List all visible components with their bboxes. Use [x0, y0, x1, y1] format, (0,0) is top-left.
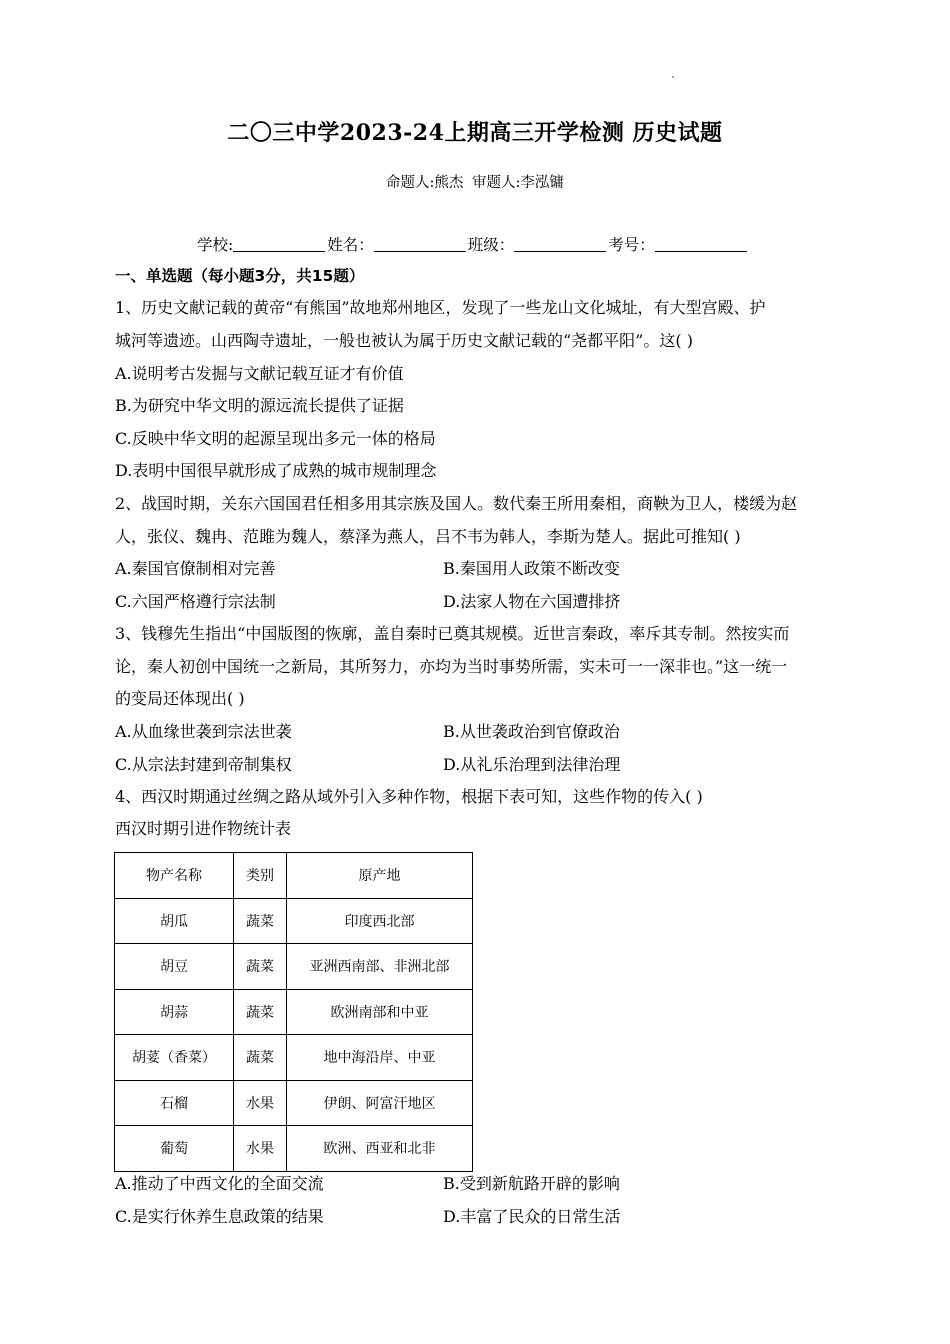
setter-label: 命题人:熊杰 [386, 175, 464, 191]
table-row [115, 989, 473, 1035]
page-speck [672, 76, 674, 78]
table-cell: 胡荽（香菜） [115, 1035, 234, 1081]
table-cell: 蔬菜 [234, 1035, 287, 1081]
question-4-option-a: A.推动了中西文化的全面交流 [115, 1174, 324, 1193]
table-header-cell: 物产名称 [115, 853, 234, 899]
question-2-option-a: A.秦国官僚制相对完善 [115, 559, 276, 578]
question-2-line-1: 2、战国时期，关东六国国君任相多用其宗族及国人。数代秦王所用秦相，商鞅为卫人，楼缓为赵 [115, 494, 798, 513]
table-cell: 蔬菜 [234, 989, 287, 1035]
question-4-option-d: D.丰富了民众的日常生活 [443, 1207, 621, 1226]
question-1-line-1: 1、历史文献记载的黄帝“有熊国”故地郑州地区，发现了一些龙山文化城址，有大型宫殿、护 [115, 298, 766, 317]
table-title: 西汉时期引进作物统计表 [115, 819, 292, 838]
table-header-row [115, 853, 473, 899]
exam-number-label: 考号： [608, 236, 655, 254]
table-cell: 水果 [234, 1080, 287, 1126]
question-3-line-3: 的变局还体现出( ) [115, 689, 245, 708]
name-field[interactable] [374, 235, 466, 252]
table-cell: 印度西北部 [287, 898, 473, 944]
table-cell: 地中海沿岸、中亚 [287, 1035, 473, 1081]
table-header-cell: 原产地 [287, 853, 473, 899]
question-4-option-b: B.受到新航路开辟的影响 [443, 1174, 620, 1193]
table-cell: 蔬菜 [234, 944, 287, 990]
table-cell: 欧洲南部和中亚 [287, 989, 473, 1035]
table-cell: 石榴 [115, 1080, 234, 1126]
table-cell: 蔬菜 [234, 898, 287, 944]
class-label: 班级： [467, 236, 515, 254]
question-3-option-a: A.从血缘世袭到宗法世袭 [115, 722, 292, 741]
table-row [115, 944, 473, 990]
table-cell: 胡豆 [115, 944, 234, 990]
table-row [115, 1126, 473, 1172]
table-row [115, 1080, 473, 1126]
crops-table [114, 852, 473, 1172]
table-cell: 伊朗、阿富汗地区 [287, 1080, 473, 1126]
table-cell: 胡瓜 [115, 898, 234, 944]
table-header-cell: 类别 [234, 853, 287, 899]
question-1-line-2: 城河等遗迹。山西陶寺遗址，一般也被认为属于历史文献记载的“尧都平阳”。这( ) [115, 331, 693, 350]
exam-title: 二〇三中学2023-24上期高三开学检测 历史试题 [227, 120, 723, 146]
question-2-line-2: 人，张仪、魏冉、范雎为魏人，蔡泽为燕人，吕不韦为韩人，李斯为楚人。据此可推知( ) [115, 527, 741, 546]
question-2-option-b: B.秦国用人政策不断改变 [443, 559, 620, 578]
name-label: 姓名： [327, 236, 374, 254]
question-3-line-1: 3、钱穆先生指出“中国版图的恢廓，盖自秦时已奠其规模。近世言秦政，率斥其专制。然按实而 [115, 624, 790, 643]
question-3-option-b: B.从世袭政治到官僚政治 [443, 722, 620, 741]
question-2-option-d: D.法家人物在六国遭排挤 [443, 592, 621, 611]
table-cell: 亚洲西南部、非洲北部 [287, 944, 473, 990]
table-cell: 欧洲、西亚和北非 [287, 1126, 473, 1172]
reviewer-label: 审题人:李泓镛 [472, 175, 564, 191]
section-heading: 一、单选题（每小题3分，共15题） [115, 267, 365, 285]
table-cell: 葡萄 [115, 1126, 234, 1172]
question-1-option-b: B.为研究中华文明的源远流长提供了证据 [115, 396, 404, 415]
school-label: 学校: [197, 236, 234, 254]
school-field[interactable] [233, 235, 325, 252]
question-3-line-2: 论，秦人初创中国统一之新局，其所努力，亦均为当时事势所需，实未可一一深非也。”这一统一 [115, 657, 788, 676]
question-2-option-c: C.六国严格遵行宗法制 [115, 592, 276, 611]
question-4-option-c: C.是实行休养生息政策的结果 [115, 1207, 324, 1226]
exam-authors [0, 171, 950, 192]
class-field[interactable] [514, 235, 606, 252]
question-3-option-d: D.从礼乐治理到法律治理 [443, 755, 621, 774]
table-row [115, 898, 473, 944]
table-cell: 胡蒜 [115, 989, 234, 1035]
question-1-option-c: C.反映中华文明的起源呈现出多元一体的格局 [115, 429, 436, 448]
table-row [115, 1035, 473, 1081]
question-1-option-d: D.表明中国很早就形成了成熟的城市规制理念 [115, 461, 437, 480]
question-3-option-c: C.从宗法封建到帝制集权 [115, 755, 292, 774]
question-4-line-1: 4、西汉时期通过丝绸之路从域外引入多种作物，根据下表可知，这些作物的传入( ) [115, 787, 703, 806]
question-1-option-a: A.说明考古发掘与文献记载互证才有价值 [115, 364, 404, 383]
student-info-row [197, 233, 749, 255]
exam-number-field[interactable] [655, 235, 747, 252]
table-cell: 水果 [234, 1126, 287, 1172]
